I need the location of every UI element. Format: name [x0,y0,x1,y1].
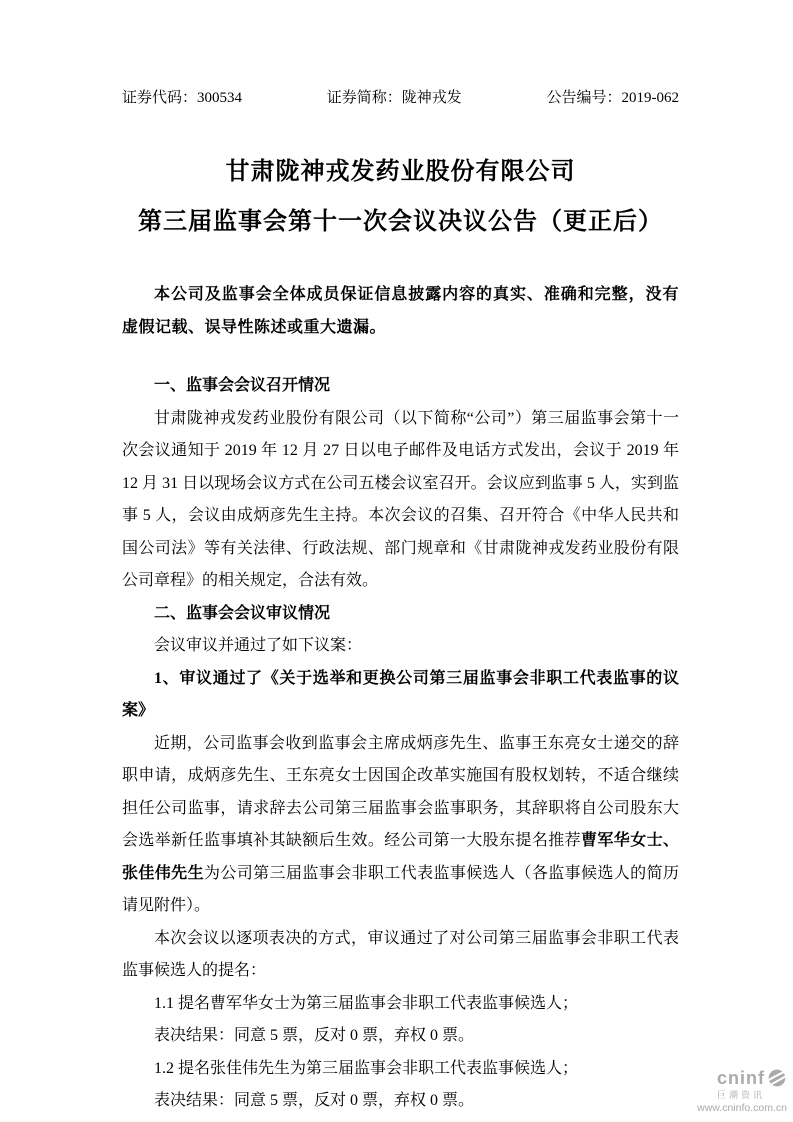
section2-heading: 二、监事会会议审议情况 [154,604,331,622]
stock-code: 证券代码：300534 [122,90,243,106]
cninfo-url: www.cninfo.com.cn [697,1101,787,1114]
cninfo-watermark [697,1068,787,1114]
nominee-names: 曹军华女士、张佳伟先生 [122,832,679,882]
cninfo-brand-text: cninf [717,1067,765,1088]
section2-intro: 会议审议并通过了如下议案： [154,637,363,654]
proposal-1-paragraph [122,728,679,923]
cninfo-swirl-icon [767,1068,787,1088]
document-title [122,147,679,247]
nomination-item-1-1: 1.1 提名曹军华女士为第三届监事会非职工代表监事候选人； [154,994,579,1012]
title-line-company: 甘肃陇神戎发药业股份有限公司 [225,159,576,185]
stock-short-name: 证券简称：陇神戎发 [326,90,462,106]
proposal-1-text-post: 为公司第三届监事会非职工代表监事候选人（各监事候选人的简历请见附件）。 [122,864,679,914]
section1-paragraph: 甘肃陇神戎发药业股份有限公司（以下简称“公司”）第三届监事会第十一次会议通知于 2019 年 12 月 27 日以电子邮件及电话方式发出，会议于 2019 年 12 月 31 日以现场会议方式在公司五楼会议室召开。会议应到监事 5 人，实到监事 5 人，会议由成炳彦先生主持。本次会议的召集、召开符合《中华人民共和国公司法》等有关法律、行政法规、部门规章和《甘肃陇神戎发药业股份有限公司章程》的相关规定，合法有效。 [122,409,679,589]
proposal-1-heading: 1、审议通过了《关于选举和更换公司第三届监事会非职工代表监事的议案》 [122,669,679,719]
nomination-item-1-2: 1.2 提名张佳伟先生为第三届监事会非职工代表监事候选人； [154,1059,579,1077]
vote-result-1-1: 表决结果：同意 5 票，反对 0 票，弃权 0 票。 [154,1027,475,1044]
title-line-meeting: 第三届监事会第十一次会议决议公告（更正后） [138,209,663,235]
announcement-number: 公告编号：2019-062 [546,90,679,106]
disclaimer-statement: 本公司及监事会全体成员保证信息披露内容的真实、准确和完整，没有虚假记载、误导性陈述或重大遗漏。 [122,286,679,336]
cninfo-brand-chinese: 巨潮资讯 [716,1089,765,1100]
voting-method-paragraph: 本次会议以逐项表决的方式，审议通过了对公司第三届监事会非职工代表监事候选人的提名： [122,929,679,979]
vote-result-1-2: 表决结果：同意 5 票，反对 0 票，弃权 0 票。 [154,1092,475,1109]
section1-heading: 一、监事会会议召开情况 [154,377,331,394]
document-header [122,86,679,107]
proposal-1-text-pre: 近期，公司监事会收到监事会主席成炳彦先生、监事王东亮女士递交的辞职申请，成炳彦先生、王东亮女士因国企改革实施国有股权划转，不适合继续担任公司监事，请求辞去公司第三届监事会监事职务，其辞职将自公司股东大会选举新任监事填补其缺额后生效。经公司第一大股东提名推荐 [122,734,679,849]
